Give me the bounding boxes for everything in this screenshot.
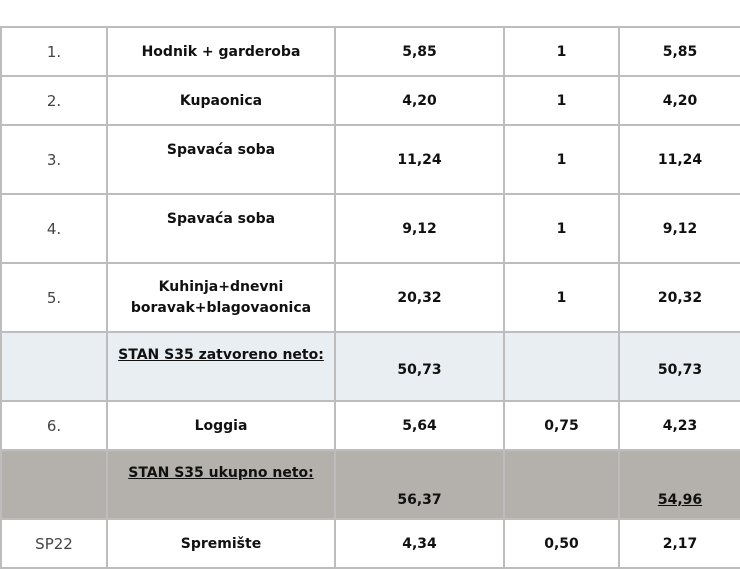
room-area: 5,64 [335,401,504,450]
room-name: Loggia [107,401,335,450]
area-coefficient: 1 [504,263,619,332]
room-area: 5,85 [335,27,504,76]
area-coefficient: 1 [504,27,619,76]
total-total-value: 54,96 [657,491,703,508]
room-total: 2,17 [619,519,740,568]
room-area: 4,20 [335,76,504,125]
room-name-line: boravak+blagovaonica [130,299,312,316]
area-coefficient: 0,50 [504,519,619,568]
total-label: STAN S35 ukupno neto: [107,450,335,519]
room-total: 4,20 [619,76,740,125]
room-name: Spavaća soba [107,194,335,263]
room-name: Spremište [107,519,335,568]
row-number: 4. [1,194,107,263]
table-row [1,519,740,568]
area-coefficient: 1 [504,194,619,263]
subtotal-label: STAN S35 zatvoreno neto: [107,332,335,401]
subtotal-row [1,332,740,401]
total-area: 56,37 [335,450,504,519]
empty-cell [1,332,107,401]
row-number: SP22 [1,519,107,568]
room-name [107,263,335,332]
room-name: Hodnik + garderoba [107,27,335,76]
room-area: 20,32 [335,263,504,332]
table-row [1,125,740,194]
row-number: 3. [1,125,107,194]
room-area: 11,24 [335,125,504,194]
subtotal-total: 50,73 [619,332,740,401]
subtotal-area: 50,73 [335,332,504,401]
room-name-line: Kuhinja+dnevni [158,278,284,295]
empty-cell [1,450,107,519]
row-number: 6. [1,401,107,450]
table-row [1,27,740,76]
table-row [1,401,740,450]
total-total [619,450,740,519]
empty-cell [504,450,619,519]
room-area: 9,12 [335,194,504,263]
row-number: 5. [1,263,107,332]
room-area: 4,34 [335,519,504,568]
row-number: 2. [1,76,107,125]
empty-cell [504,332,619,401]
room-total: 4,23 [619,401,740,450]
room-total: 11,24 [619,125,740,194]
room-name: Kupaonica [107,76,335,125]
total-row [1,450,740,519]
area-coefficient: 1 [504,125,619,194]
room-total: 20,32 [619,263,740,332]
table-row [1,263,740,332]
area-coefficient: 0,75 [504,401,619,450]
row-number: 1. [1,27,107,76]
room-total: 5,85 [619,27,740,76]
room-name: Spavaća soba [107,125,335,194]
room-total: 9,12 [619,194,740,263]
room-area-table [0,26,740,569]
area-coefficient: 1 [504,76,619,125]
table-row [1,76,740,125]
table-row [1,194,740,263]
